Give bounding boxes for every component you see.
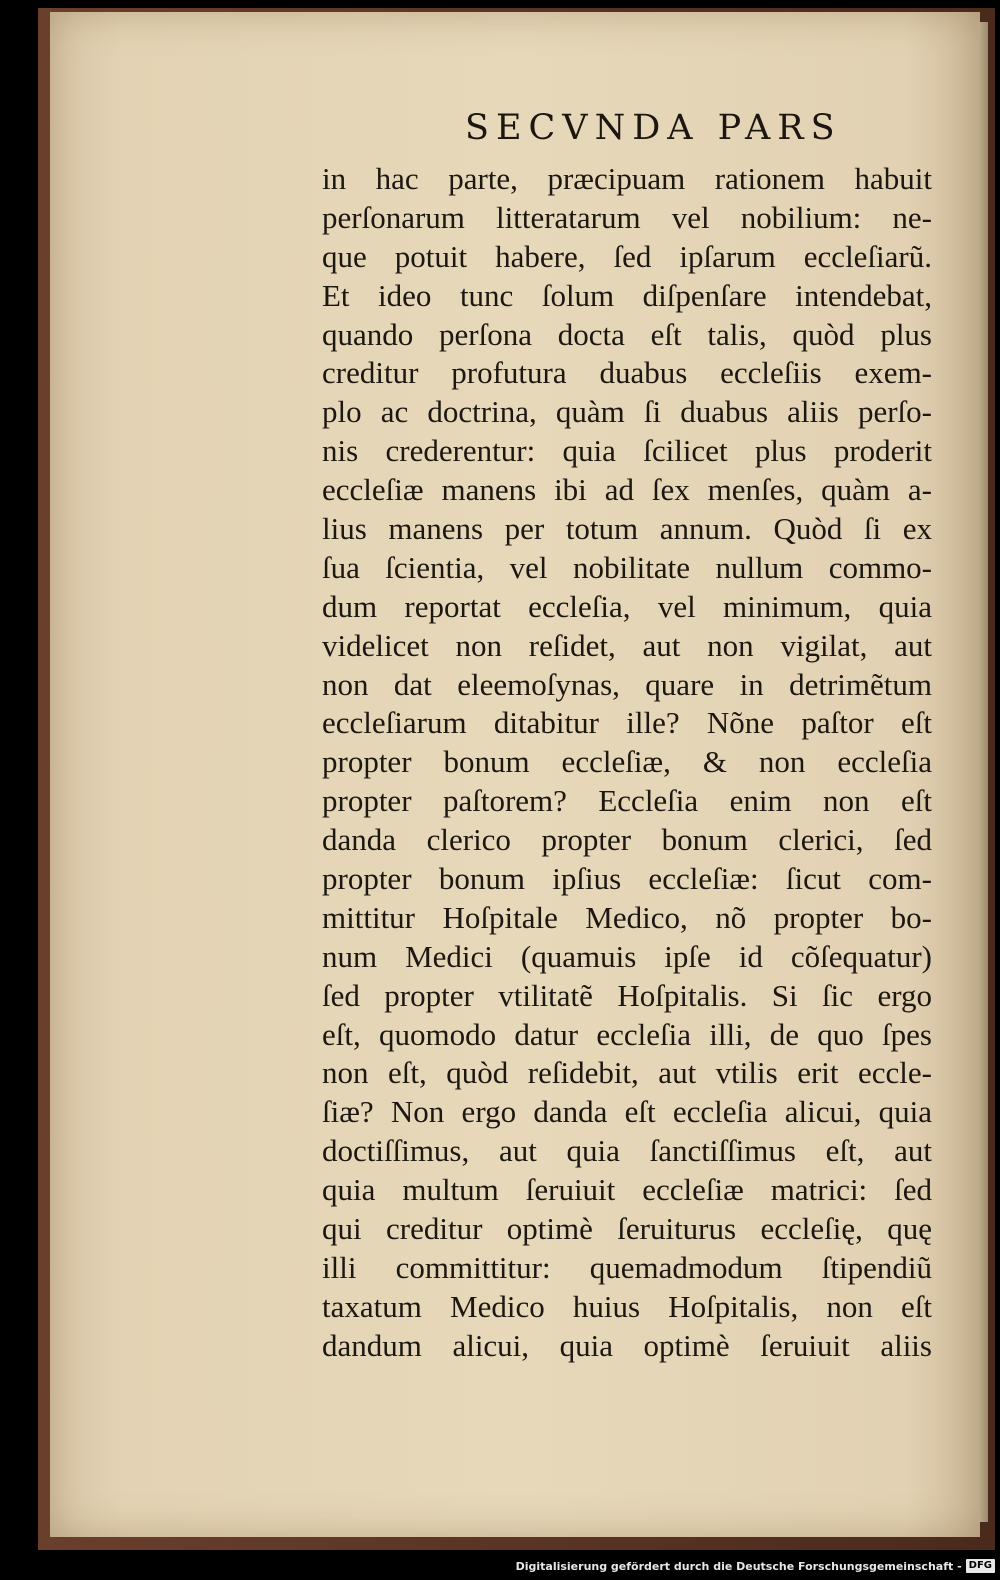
text-line: taxatum Medico huius Hoſpitalis, non eſt <box>322 1288 932 1324</box>
text-line: ſua ſcientia, vel nobilitate nullum commo- <box>322 549 932 585</box>
text-line: non eſt, quòd reſidebit, aut vtilis erit eccle- <box>322 1055 932 1091</box>
text-line: plo ac doctrina, quàm ſi duabus aliis perſo- <box>322 394 932 430</box>
text-line: nis crederentur: quia ſcilicet plus proderit <box>322 433 932 469</box>
text-line: mittitur Hoſpitale Medico, nõ propter bo- <box>322 899 932 935</box>
text-line: propter paſtorem? Eccleſia enim non eſt <box>322 783 932 819</box>
text-line: videlicet non reſidet, aut non vigilat, aut <box>322 627 932 663</box>
text-line: Et ideo tunc ſolum diſpenſare intendebat, <box>322 277 932 313</box>
text-line: in hac parte, præcipuam rationem habuit <box>322 161 932 196</box>
text-line: lius manens per totum annum. Quòd ſi ex <box>322 511 932 547</box>
text-line: propter bonum eccleſiæ, & non eccleſia <box>322 744 932 780</box>
text-line: perſonarum litteratarum vel nobilium: ne- <box>322 199 932 235</box>
text-line: ſiæ? Non ergo danda eſt eccleſia alicui, quia <box>322 1094 932 1130</box>
text-line: que potuit habere, ſed ipſarum eccleſiarũ. <box>322 238 932 274</box>
text-line: non dat eleemoſynas, quare in detrimẽtum <box>322 666 932 702</box>
text-line: num Medici (quamuis ipſe id cõſequatur) <box>322 938 932 974</box>
text-line: quia multum ſeruiuit eccleſiæ matrici: ſed <box>322 1172 932 1208</box>
text-line: doctiſſimus, aut quia ſanctiſſimus eſt, aut <box>322 1133 932 1169</box>
footer-bar <box>515 1556 995 1576</box>
text-line: creditur profutura duabus eccleſiis exem- <box>322 355 932 391</box>
text-line: eſt, quomodo datur eccleſia illi, de quo ſpes <box>322 1016 932 1052</box>
text-line: dum reportat eccleſia, vel minimum, quia <box>322 588 932 624</box>
text-line: eccleſiarum ditabitur ille? Nõne paſtor eſt <box>322 705 932 741</box>
main-text-block <box>322 160 932 1366</box>
text-line: illi committitur: quemadmodum ſtipendiũ <box>322 1249 932 1285</box>
dfg-logo-icon: DFG <box>966 1559 995 1573</box>
text-line: eccleſiæ manens ibi ad ſex menſes, quàm a- <box>322 472 932 508</box>
text-line: qui creditur optimè ſeruiturus eccleſię, quę <box>322 1211 932 1247</box>
text-line: propter bonum ipſius eccleſiæ: ſicut com- <box>322 861 932 897</box>
page-edge <box>978 22 988 1522</box>
text-line: danda clerico propter bonum clerici, ſed <box>322 822 932 858</box>
running-head: SECVNDA PARS <box>465 108 842 148</box>
text-line: dandum alicui, quia optimè ſeruiuit aliis <box>322 1327 932 1363</box>
funding-note: Digitalisierung gefördert durch die Deutsche Forschungsgemeinschaft - <box>515 1559 962 1573</box>
text-line: ſed propter vtilitatẽ Hoſpitalis. Si ſic ergo <box>322 977 932 1013</box>
text-line: quando perſona docta eſt talis, quòd plus <box>322 316 932 352</box>
